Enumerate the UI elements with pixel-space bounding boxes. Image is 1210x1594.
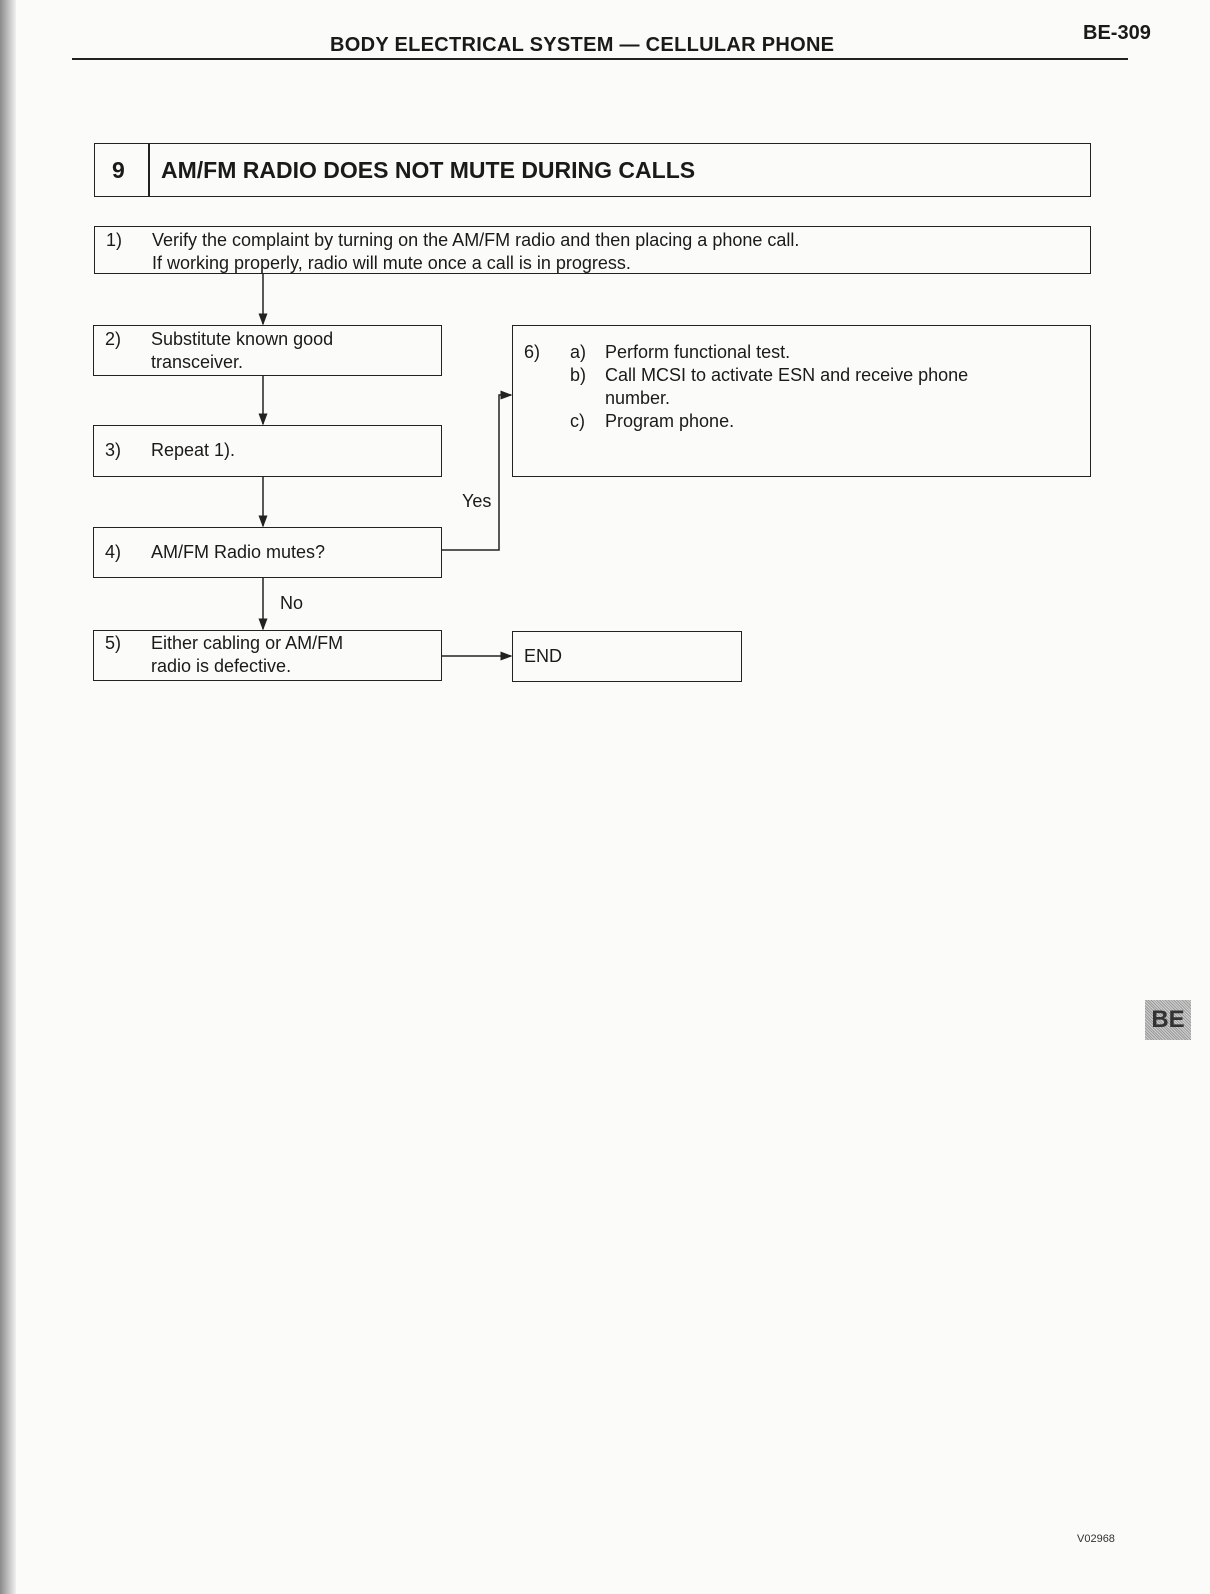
item-label: a) xyxy=(570,342,587,362)
figure-code: V02968 xyxy=(1077,1533,1115,1545)
step-text: Verify the complaint by turning on the AM/FM radio and then placing a phone call. xyxy=(152,230,800,250)
end-box xyxy=(512,631,742,682)
item-text: Program phone. xyxy=(605,411,735,431)
procedure-title: AM/FM RADIO DOES NOT MUTE DURING CALLS xyxy=(161,157,696,183)
step-3-box xyxy=(93,425,442,477)
step-5-box xyxy=(93,630,442,681)
step-text: Repeat 1). xyxy=(151,440,236,460)
step-4-box xyxy=(93,527,442,578)
end-label: END xyxy=(524,646,563,666)
step-text: Either cabling or AM/FM xyxy=(151,633,344,653)
section-tab-be: BE xyxy=(1145,1000,1191,1040)
step-text: If working properly, radio will mute once a call is in progress. xyxy=(152,253,631,273)
step-text: Substitute known good xyxy=(151,329,334,349)
item-text: Perform functional test. xyxy=(605,342,791,362)
item-label: b) xyxy=(570,365,587,385)
section-title: BODY ELECTRICAL SYSTEM — CELLULAR PHONE xyxy=(330,34,835,56)
no-label: No xyxy=(280,593,304,613)
step-number: 6) xyxy=(524,342,541,362)
step-number: 2) xyxy=(105,329,122,349)
step-number: 1) xyxy=(106,230,123,250)
page-number: BE-309 xyxy=(1083,22,1151,44)
step-number: 3) xyxy=(105,440,122,460)
yes-label: Yes xyxy=(462,491,492,511)
connector-yes-4-6 xyxy=(442,395,511,550)
step-text: radio is defective. xyxy=(151,656,292,676)
step-text: AM/FM Radio mutes? xyxy=(151,542,326,562)
step-2-box xyxy=(93,325,442,376)
item-text: Call MCSI to activate ESN and receive phone xyxy=(605,365,969,385)
step-number: 4) xyxy=(105,542,122,562)
step-number: 5) xyxy=(105,633,122,653)
procedure-number: 9 xyxy=(112,157,125,183)
item-text: number. xyxy=(605,388,671,408)
step-text: transceiver. xyxy=(151,352,244,372)
item-label: c) xyxy=(570,411,585,431)
step-1-box xyxy=(94,226,1091,274)
step-6-box xyxy=(512,325,1091,477)
